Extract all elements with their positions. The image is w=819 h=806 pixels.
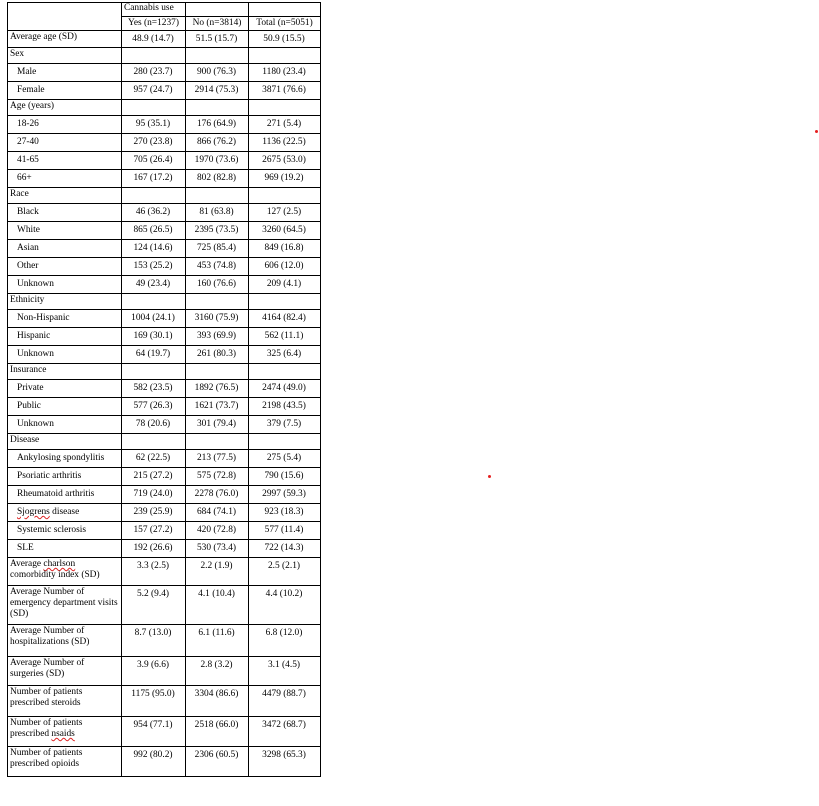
category-label: Age (years)	[8, 100, 122, 116]
value-yes-cell: 992 (80.2)	[122, 747, 186, 777]
value-yes-cell: 1175 (95.0)	[122, 686, 186, 717]
table-row	[8, 82, 321, 100]
row-label: Number of patients prescribed nsaids	[8, 717, 122, 747]
value-yes-cell: 64 (19.7)	[122, 346, 186, 364]
value-no-cell: 802 (82.8)	[186, 170, 249, 188]
value-total-cell: 577 (11.4)	[249, 522, 321, 540]
value-total-cell: 606 (12.0)	[249, 258, 321, 276]
value-no-cell: 3160 (75.9)	[186, 310, 249, 328]
value-yes-cell: 48.9 (14.7)	[122, 31, 186, 48]
row-label: SLE	[8, 540, 122, 558]
table-row	[8, 434, 321, 450]
row-label: Rheumatoid arthritis	[8, 486, 122, 504]
row-label: Average Number of surgeries (SD)	[8, 657, 122, 686]
table-row	[8, 310, 321, 328]
value-no-cell: 1892 (76.5)	[186, 380, 249, 398]
value-total-cell	[249, 364, 321, 380]
value-yes-cell: 8.7 (13.0)	[122, 625, 186, 657]
spellcheck-marker	[488, 475, 491, 478]
row-label: Average Number of emergency department visits (SD)	[8, 586, 122, 625]
value-no-cell: 2.8 (3.2)	[186, 657, 249, 686]
value-total-cell: 562 (11.1)	[249, 328, 321, 346]
table-row	[8, 222, 321, 240]
value-no-cell	[186, 364, 249, 380]
value-total-cell: 4.4 (10.2)	[249, 586, 321, 625]
table-row	[8, 558, 321, 586]
value-no-cell: 4.1 (10.4)	[186, 586, 249, 625]
table-row	[8, 48, 321, 64]
row-label: Other	[8, 258, 122, 276]
column-header-total: Total (n=5051)	[249, 17, 321, 31]
row-label: 66+	[8, 170, 122, 188]
value-no-cell: 81 (63.8)	[186, 204, 249, 222]
value-total-cell: 271 (5.4)	[249, 116, 321, 134]
value-no-cell: 213 (77.5)	[186, 450, 249, 468]
row-label: Systemic sclerosis	[8, 522, 122, 540]
value-yes-cell: 62 (22.5)	[122, 450, 186, 468]
value-total-cell: 2997 (59.3)	[249, 486, 321, 504]
table-row	[8, 240, 321, 258]
value-total-cell: 2.5 (2.1)	[249, 558, 321, 586]
value-yes-cell: 1004 (24.1)	[122, 310, 186, 328]
value-yes-cell: 705 (26.4)	[122, 152, 186, 170]
row-label: Psoriatic arthritis	[8, 468, 122, 486]
category-label: Race	[8, 188, 122, 204]
value-total-cell	[249, 434, 321, 450]
value-yes-cell: 270 (23.8)	[122, 134, 186, 152]
value-no-cell: 393 (69.9)	[186, 328, 249, 346]
value-yes-cell: 865 (26.5)	[122, 222, 186, 240]
value-yes-cell	[122, 434, 186, 450]
value-yes-cell: 3.9 (6.6)	[122, 657, 186, 686]
row-label: Unknown	[8, 416, 122, 434]
value-total-cell: 3871 (76.6)	[249, 82, 321, 100]
value-total-cell: 275 (5.4)	[249, 450, 321, 468]
value-total-cell: 209 (4.1)	[249, 276, 321, 294]
value-yes-cell: 167 (17.2)	[122, 170, 186, 188]
header-empty-cell	[186, 3, 249, 17]
row-label: Black	[8, 204, 122, 222]
table-row	[8, 657, 321, 686]
value-yes-cell	[122, 48, 186, 64]
value-total-cell: 1136 (22.5)	[249, 134, 321, 152]
table-row	[8, 258, 321, 276]
category-label: Insurance	[8, 364, 122, 380]
value-total-cell: 50.9 (15.5)	[249, 31, 321, 48]
value-total-cell: 325 (6.4)	[249, 346, 321, 364]
table-row	[8, 100, 321, 116]
value-no-cell: 1970 (73.6)	[186, 152, 249, 170]
value-yes-cell: 169 (30.1)	[122, 328, 186, 346]
value-total-cell: 2198 (43.5)	[249, 398, 321, 416]
value-yes-cell: 719 (24.0)	[122, 486, 186, 504]
row-label: 18-26	[8, 116, 122, 134]
table-row	[8, 364, 321, 380]
category-label: Disease	[8, 434, 122, 450]
category-label: Sex	[8, 48, 122, 64]
value-total-cell: 849 (16.8)	[249, 240, 321, 258]
value-no-cell: 530 (73.4)	[186, 540, 249, 558]
value-no-cell: 1621 (73.7)	[186, 398, 249, 416]
value-no-cell: 453 (74.8)	[186, 258, 249, 276]
row-label: Male	[8, 64, 122, 82]
value-total-cell: 923 (18.3)	[249, 504, 321, 522]
table-row	[8, 747, 321, 777]
row-label: White	[8, 222, 122, 240]
value-yes-cell: 215 (27.2)	[122, 468, 186, 486]
row-label: Asian	[8, 240, 122, 258]
value-no-cell: 261 (80.3)	[186, 346, 249, 364]
value-no-cell	[186, 294, 249, 310]
row-label: Non-Hispanic	[8, 310, 122, 328]
table-row	[8, 64, 321, 82]
column-header-no: No (n=3814)	[186, 17, 249, 31]
value-yes-cell: 5.2 (9.4)	[122, 586, 186, 625]
table-row	[8, 116, 321, 134]
spellcheck-flagged-word: charlson	[43, 559, 76, 569]
value-yes-cell	[122, 100, 186, 116]
value-total-cell: 4164 (82.4)	[249, 310, 321, 328]
value-no-cell: 684 (74.1)	[186, 504, 249, 522]
row-label: Average Number of hospitalizations (SD)	[8, 625, 122, 657]
table-row	[8, 134, 321, 152]
value-no-cell	[186, 434, 249, 450]
value-no-cell: 2278 (76.0)	[186, 486, 249, 504]
table-row	[8, 486, 321, 504]
value-no-cell: 725 (85.4)	[186, 240, 249, 258]
value-total-cell: 4479 (88.7)	[249, 686, 321, 717]
table-row	[8, 504, 321, 522]
row-label: Private	[8, 380, 122, 398]
table-row	[8, 416, 321, 434]
value-total-cell: 2675 (53.0)	[249, 152, 321, 170]
table-row	[8, 398, 321, 416]
table-row	[8, 328, 321, 346]
table-row	[8, 586, 321, 625]
value-no-cell: 575 (72.8)	[186, 468, 249, 486]
table-row	[8, 468, 321, 486]
value-yes-cell: 192 (26.6)	[122, 540, 186, 558]
value-no-cell: 2518 (66.0)	[186, 717, 249, 747]
value-yes-cell	[122, 294, 186, 310]
value-no-cell: 176 (64.9)	[186, 116, 249, 134]
value-no-cell: 6.1 (11.6)	[186, 625, 249, 657]
row-label: Unknown	[8, 346, 122, 364]
value-yes-cell: 46 (36.2)	[122, 204, 186, 222]
value-no-cell	[186, 188, 249, 204]
table-row	[8, 294, 321, 310]
spellcheck-flagged-word: Sjogrens	[17, 507, 50, 517]
value-total-cell	[249, 188, 321, 204]
value-yes-cell: 957 (24.7)	[122, 82, 186, 100]
value-total-cell: 3298 (65.3)	[249, 747, 321, 777]
cannabis-use-header: Cannabis use	[122, 3, 186, 17]
value-yes-cell	[122, 188, 186, 204]
table-row	[8, 346, 321, 364]
value-yes-cell	[122, 364, 186, 380]
value-yes-cell: 157 (27.2)	[122, 522, 186, 540]
table-row	[8, 717, 321, 747]
table-body	[8, 3, 321, 777]
value-no-cell: 2306 (60.5)	[186, 747, 249, 777]
value-no-cell: 2395 (73.5)	[186, 222, 249, 240]
value-yes-cell: 78 (20.6)	[122, 416, 186, 434]
value-no-cell: 301 (79.4)	[186, 416, 249, 434]
row-label: Public	[8, 398, 122, 416]
header-group-row	[8, 3, 321, 17]
value-total-cell	[249, 100, 321, 116]
value-yes-cell: 95 (35.1)	[122, 116, 186, 134]
table-row	[8, 522, 321, 540]
value-no-cell: 900 (76.3)	[186, 64, 249, 82]
value-total-cell: 3260 (64.5)	[249, 222, 321, 240]
spellcheck-marker	[815, 130, 818, 133]
table-row	[8, 380, 321, 398]
value-total-cell	[249, 294, 321, 310]
table-row	[8, 152, 321, 170]
value-no-cell	[186, 100, 249, 116]
value-total-cell: 2474 (49.0)	[249, 380, 321, 398]
table-row	[8, 204, 321, 222]
row-label: Average charlson comorbidity index (SD)	[8, 558, 122, 586]
value-total-cell	[249, 48, 321, 64]
value-no-cell: 866 (76.2)	[186, 134, 249, 152]
value-yes-cell: 239 (25.9)	[122, 504, 186, 522]
category-label: Ethnicity	[8, 294, 122, 310]
value-yes-cell: 954 (77.1)	[122, 717, 186, 747]
table-row	[8, 625, 321, 657]
spellcheck-flagged-word: nsaids	[51, 729, 75, 739]
header-corner-cell	[8, 3, 122, 31]
value-no-cell: 2.2 (1.9)	[186, 558, 249, 586]
header-empty-cell	[249, 3, 321, 17]
value-yes-cell: 124 (14.6)	[122, 240, 186, 258]
value-no-cell	[186, 48, 249, 64]
value-no-cell: 51.5 (15.7)	[186, 31, 249, 48]
value-yes-cell: 49 (23.4)	[122, 276, 186, 294]
value-no-cell: 3304 (86.6)	[186, 686, 249, 717]
row-label: Average age (SD)	[8, 31, 122, 48]
row-label: Number of patients prescribed steroids	[8, 686, 122, 717]
value-total-cell: 1180 (23.4)	[249, 64, 321, 82]
value-total-cell: 379 (7.5)	[249, 416, 321, 434]
table-row	[8, 540, 321, 558]
table-row	[8, 450, 321, 468]
column-header-yes: Yes (n=1237)	[122, 17, 186, 31]
value-yes-cell: 280 (23.7)	[122, 64, 186, 82]
row-label: 27-40	[8, 134, 122, 152]
table-row	[8, 31, 321, 48]
value-total-cell: 127 (2.5)	[249, 204, 321, 222]
row-label: Hispanic	[8, 328, 122, 346]
row-label: Female	[8, 82, 122, 100]
value-no-cell: 420 (72.8)	[186, 522, 249, 540]
row-label: Sjogrens disease	[8, 504, 122, 522]
table-row	[8, 686, 321, 717]
value-yes-cell: 582 (23.5)	[122, 380, 186, 398]
row-label: Number of patients prescribed opioids	[8, 747, 122, 777]
table-row	[8, 188, 321, 204]
value-yes-cell: 577 (26.3)	[122, 398, 186, 416]
value-total-cell: 6.8 (12.0)	[249, 625, 321, 657]
value-yes-cell: 3.3 (2.5)	[122, 558, 186, 586]
table-row	[8, 170, 321, 188]
row-label: Ankylosing spondylitis	[8, 450, 122, 468]
value-total-cell: 722 (14.3)	[249, 540, 321, 558]
value-no-cell: 160 (76.6)	[186, 276, 249, 294]
cannabis-use-table	[7, 2, 321, 777]
value-no-cell: 2914 (75.3)	[186, 82, 249, 100]
value-total-cell: 790 (15.6)	[249, 468, 321, 486]
table-row	[8, 276, 321, 294]
row-label: Unknown	[8, 276, 122, 294]
value-total-cell: 3.1 (4.5)	[249, 657, 321, 686]
value-total-cell: 969 (19.2)	[249, 170, 321, 188]
value-yes-cell: 153 (25.2)	[122, 258, 186, 276]
row-label: 41-65	[8, 152, 122, 170]
value-total-cell: 3472 (68.7)	[249, 717, 321, 747]
